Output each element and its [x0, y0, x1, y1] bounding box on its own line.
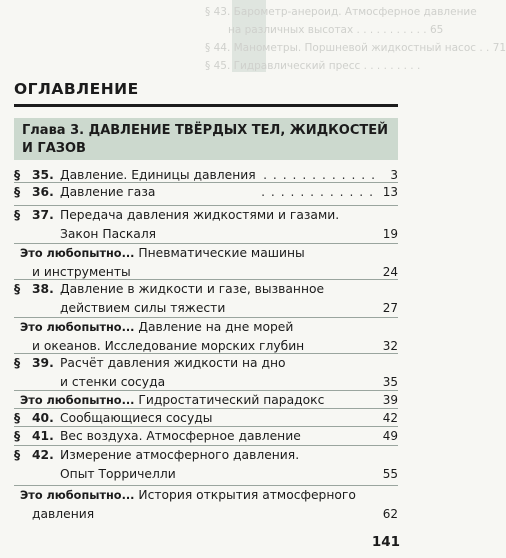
- section-sign: §: [14, 411, 21, 425]
- toc-entry-line: давления: [32, 507, 95, 521]
- toc-entry: [14, 411, 398, 430]
- section-number: 38.: [32, 282, 54, 296]
- entry-separator: [14, 353, 398, 354]
- title-rule: [14, 104, 398, 107]
- toc-page-number: 24: [382, 265, 398, 279]
- section-number: 40.: [32, 411, 54, 425]
- entry-separator: [14, 279, 398, 280]
- entry-separator: [14, 317, 398, 318]
- section-number: 35.: [32, 168, 54, 182]
- toc-page-number: 19: [382, 227, 398, 241]
- entry-separator: [14, 408, 398, 409]
- toc-entry: [14, 448, 398, 486]
- toc-page-number: 42: [382, 411, 398, 425]
- toc-page-number: 27: [382, 301, 398, 315]
- section-number: 41.: [32, 429, 54, 443]
- leader-dots: . . . . . . . . . . . .: [261, 185, 374, 199]
- ghost-line: § 43. Барометр-анероид. Атмосферное давление: [205, 6, 477, 18]
- toc-entry-line: и инструменты: [32, 265, 131, 279]
- toc-page-number: 35: [382, 375, 398, 389]
- ghost-line: § 44. Манометры. Поршневой жидкостный насос . . 71: [205, 42, 506, 54]
- toc-entry-line: [20, 320, 293, 334]
- toc-entry-line: Давление газа: [60, 185, 156, 199]
- entry-separator: [14, 426, 398, 427]
- entry-separator: [14, 182, 398, 183]
- curiosity-label: Это любопытно...: [20, 394, 135, 407]
- toc-page-number: 49: [382, 429, 398, 443]
- toc-page-number: 32: [382, 339, 398, 353]
- toc-entry: [14, 393, 398, 412]
- toc-entry-line: Измерение атмосферного давления.: [60, 448, 300, 462]
- page-title: ОГЛАВЛЕНИЕ: [14, 80, 139, 98]
- section-sign: §: [14, 282, 21, 296]
- section-sign: §: [14, 185, 21, 199]
- entry-separator: [14, 205, 398, 206]
- toc-page-number: 3: [390, 168, 398, 182]
- toc-entry-line: действием силы тяжести: [60, 301, 226, 315]
- section-sign: §: [14, 356, 21, 370]
- section-number: 39.: [32, 356, 54, 370]
- chapter-title: Глава 3. ДАВЛЕНИЕ ТВЁРДЫХ ТЕЛ, ЖИДКОСТЕЙ И ГАЗОВ: [22, 123, 389, 156]
- entry-separator: [14, 243, 398, 244]
- toc-entry-text: Пневматические машины: [138, 246, 305, 260]
- toc-entry-line: Передача давления жидкостями и газами.: [60, 208, 340, 222]
- section-sign: §: [14, 168, 21, 182]
- entry-separator: [14, 485, 398, 486]
- section-number: 36.: [32, 185, 54, 199]
- curiosity-label: Это любопытно...: [20, 321, 135, 334]
- toc-page-number: 55: [382, 467, 398, 481]
- ghost-line: § 45. Гидравлический пресс . . . . . . . . .: [205, 60, 421, 72]
- toc-entry-line: Вес воздуха. Атмосферное давление: [60, 429, 301, 443]
- toc-entry-line: Давление. Единицы давления: [60, 168, 256, 182]
- curiosity-label: Это любопытно...: [20, 247, 135, 260]
- toc-entry-text: Гидростатический парадокс: [138, 393, 325, 407]
- toc-page-number: 39: [382, 393, 398, 407]
- toc-entry-line: [20, 246, 305, 260]
- section-number: 37.: [32, 208, 54, 222]
- toc-entry-line: и океанов. Исследование морских глубин: [32, 339, 305, 353]
- section-sign: §: [14, 448, 21, 462]
- section-sign: §: [14, 429, 21, 443]
- entry-separator: [14, 390, 398, 391]
- toc-page-number: 13: [382, 185, 398, 199]
- toc-entry-line: [20, 393, 324, 407]
- section-number: 42.: [32, 448, 54, 462]
- toc-entry-line: [20, 488, 356, 502]
- ghost-line: на различных высотах . . . . . . . . . . . 65: [228, 24, 444, 36]
- toc-entry: [14, 282, 398, 320]
- toc-entry: [14, 356, 398, 394]
- toc-entry-line: Опыт Торричелли: [60, 467, 176, 481]
- toc-entry: [14, 185, 398, 204]
- toc-entry-line: Сообщающиеся сосуды: [60, 411, 213, 425]
- toc-entry: [14, 208, 398, 246]
- entry-separator: [14, 445, 398, 446]
- leader-dots: . . . . . . . . . . . .: [263, 168, 376, 182]
- toc-page-number: 62: [382, 507, 398, 521]
- toc-entry-line: Закон Паскаля: [60, 227, 157, 241]
- toc-entry-line: и стенки сосуда: [60, 375, 166, 389]
- toc-entry-text: История открытия атмосферного: [138, 488, 356, 502]
- toc-entry-line: Расчёт давления жидкости на дно: [60, 356, 286, 370]
- toc-entry: [14, 488, 398, 526]
- toc-entry-text: Давление на дне морей: [138, 320, 294, 334]
- curiosity-label: Это любопытно...: [20, 489, 135, 502]
- section-sign: §: [14, 208, 21, 222]
- toc-entry-line: Давление в жидкости и газе, вызванное: [60, 282, 325, 296]
- page-number: 141: [371, 534, 400, 550]
